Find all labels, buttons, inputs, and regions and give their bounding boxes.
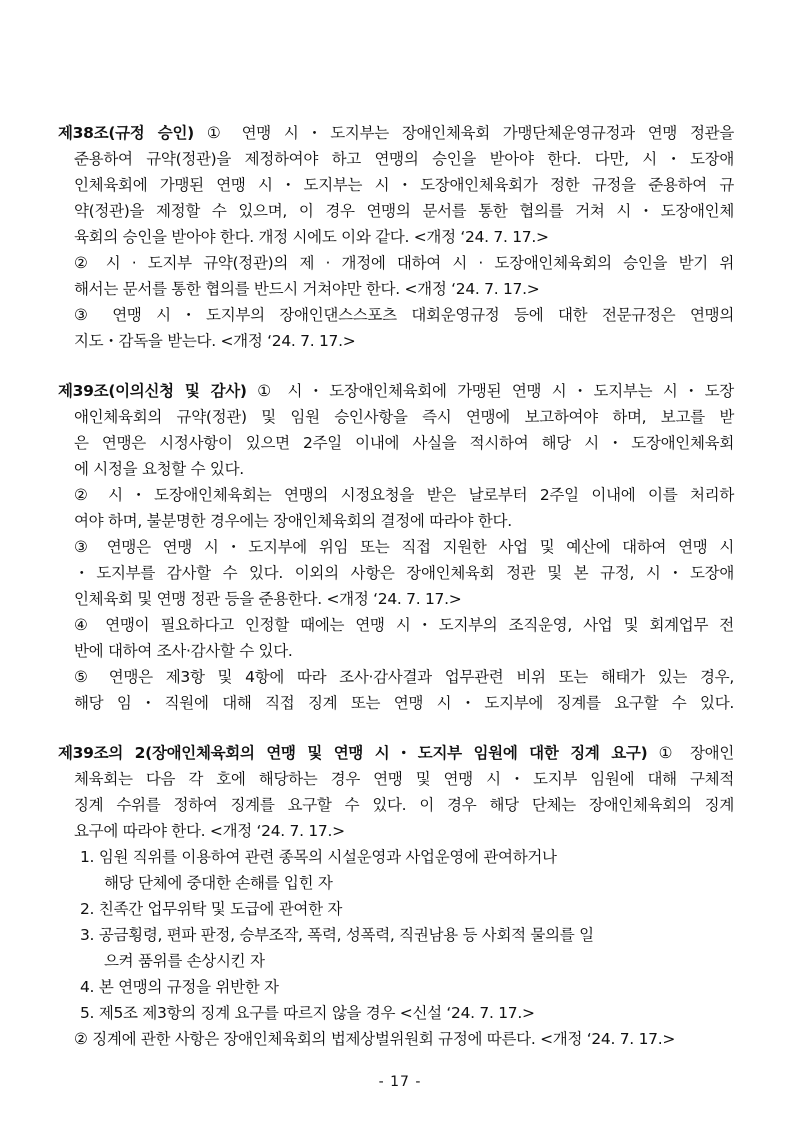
list-item-5: 5. 제5조 제3항의 징계 요구를 따르지 않을 경우 <신설 ‘24. 7. 17.>: [80, 1004, 535, 1022]
article-39-line-6: 여야 하며, 불분명한 경우에는 장애인체육회의 결정에 따라야 한다.: [74, 512, 512, 530]
article-39-line-5: ② 시・도장애인체육회는 연맹의 시정요청을 받은 날로부터 2주일 이내에 이를 처리하: [74, 486, 734, 504]
article-38-line-5: 육회의 승인을 받아야 한다. 개정 시에도 이와 같다. <개정 ‘24. 7. 17.>: [74, 228, 549, 246]
article-39-2-line-4: 요구에 따라야 한다. <개정 ‘24. 7. 17.>: [74, 822, 345, 840]
article-39: [58, 378, 734, 716]
article-39-line-11: 반에 대하여 조사·감사할 수 있다.: [74, 642, 293, 660]
article-38: [58, 120, 734, 354]
article-38-line-9: 지도・감독을 받는다. <개정 ‘24. 7. 17.>: [74, 332, 356, 350]
article-38-line-8: ③ 연맹 시・도지부의 장애인댄스스포츠 대회운영규정 등에 대한 전문규정은 연맹의: [74, 306, 734, 324]
article-39-line-3: 은 연맹은 시정사항이 있으면 2주일 이내에 사실을 적시하여 해당 시・도장애인체육회: [74, 434, 734, 452]
list-item-1-continuation: 해당 단체에 중대한 손해를 입힌 자: [104, 874, 333, 892]
article-39-heading: 제39조(이의신청 및 감사): [58, 382, 247, 400]
article-39-line-7: ③ 연맹은 연맹 시・도지부에 위임 또는 직접 지원한 사업 및 예산에 대하여 연맹 시: [74, 538, 734, 556]
list-item-4: 4. 본 연맹의 규정을 위반한 자: [80, 978, 279, 996]
article-39-line-10: ④ 연맹이 필요하다고 인정할 때에는 연맹 시・도지부의 조직운영, 사업 및 회계업무 전: [74, 616, 734, 634]
article-39-2-line-2: 체육회는 다음 각 호에 해당하는 경우 연맹 및 연맹 시・도지부 임원에 대해 구체적: [74, 770, 734, 788]
list-item-1: 1. 임원 직위를 이용하여 관련 종목의 시설운영과 사업운영에 관여하거나: [80, 848, 557, 866]
article-38-line-1: 제38조(규정 승인) ① 연맹 시・도지부는 장애인체육회 가맹단체운영규정과 연맹 정관을: [58, 124, 734, 142]
article-39-2-heading: 제39조의 2(장애인체육회의 연맹 및 연맹 시・도지부 임원에 대한 징계 요구): [58, 744, 648, 762]
article-39-2: [58, 740, 734, 844]
article-38-line-7: 해서는 문서를 통한 협의를 반드시 거쳐야만 한다. <개정 ‘24. 7. 17.>: [74, 280, 540, 298]
article-39-line-12: ⑤ 연맹은 제3항 및 4항에 따라 조사·감사결과 업무관련 비위 또는 해태가 있는 경우,: [74, 668, 734, 686]
article-39-line-1: 제39조(이의신청 및 감사) ① 시・도장애인체육회에 가맹된 연맹 시・도지부는 시・도장: [58, 382, 734, 400]
article-38-line-3: 인체육회에 가맹된 연맹 시・도지부는 시・도장애인체육회가 정한 규정을 준용하여 규: [74, 176, 734, 194]
page-number: - 17 -: [378, 1074, 422, 1090]
article-39-line-2: 애인체육회의 규약(정관) 및 임원 승인사항을 즉시 연맹에 보고하여야 하며, 보고를 받: [74, 408, 734, 426]
article-38-heading: 제38조(규정 승인): [58, 124, 194, 142]
article-39-2-line-3: 징계 수위를 정하여 징계를 요구할 수 있다. 이 경우 해당 단체는 장애인체육회의 징계: [74, 796, 734, 814]
article-39-line-13: 해당 임・직원에 대해 직접 징계 또는 연맹 시・도지부에 징계를 요구할 수 있다.: [74, 694, 734, 712]
article-39-2-paragraph-2: ② 징계에 관한 사항은 장애인체육회의 법제상벌위원회 규정에 따른다. <개정 ‘24. 7. 17.>: [74, 1030, 676, 1048]
list-item-2: 2. 친족간 업무위탁 및 도급에 관여한 자: [80, 900, 343, 918]
article-38-line-2: 준용하여 규약(정관)을 제정하여야 하고 연맹의 승인을 받아야 한다. 다만, 시・도장애: [74, 150, 734, 168]
article-39-line-4: 에 시정을 요청할 수 있다.: [74, 460, 244, 478]
article-38-line-4: 약(정관)을 제정할 수 있으며, 이 경우 연맹의 문서를 통한 협의를 거쳐 시・도장애인체: [74, 202, 734, 220]
article-39-line-9: 인체육회 및 연맹 정관 등을 준용한다. <개정 ‘24. 7. 17.>: [74, 590, 462, 608]
article-39-line-8: ・도지부를 감사할 수 있다. 이외의 사항은 장애인체육회 정관 및 본 규정, 시・도장애: [74, 564, 734, 582]
article-38-line-6: ② 시 · 도지부 규약(정관)의 제 · 개정에 대하여 시 · 도장애인체육회의 승인을 받기 위: [74, 254, 734, 272]
article-39-2-line-1: 제39조의 2(장애인체육회의 연맹 및 연맹 시・도지부 임원에 대한 징계 요구) ① 장애인: [58, 744, 734, 762]
list-item-3-continuation: 으켜 품위를 손상시킨 자: [104, 952, 265, 970]
list-item-3: 3. 공금횡령, 편파 판정, 승부조작, 폭력, 성폭력, 직권남용 등 사회적 물의를 일: [80, 926, 594, 944]
